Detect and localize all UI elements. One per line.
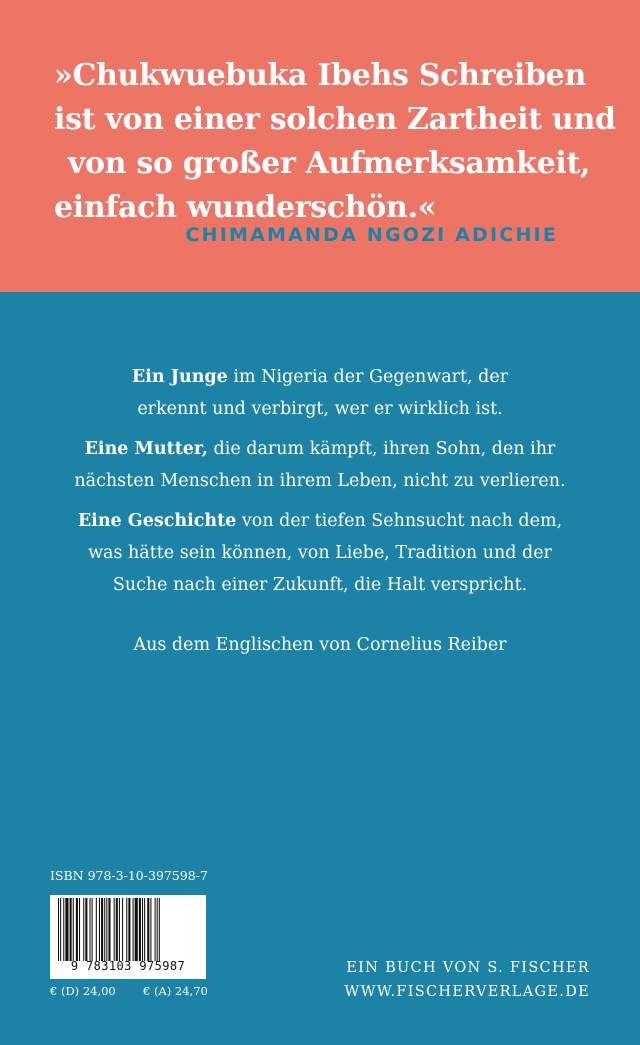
barcode-bar <box>155 898 156 961</box>
barcode-bar <box>85 898 87 961</box>
barcode-bar <box>90 898 91 961</box>
barcode-bar <box>65 898 68 961</box>
barcode-bar <box>157 898 158 961</box>
barcode-bar <box>142 898 143 961</box>
barcode-bar <box>139 898 141 961</box>
barcode-bar <box>119 898 120 961</box>
barcode-bar <box>99 898 100 961</box>
barcode-bar <box>63 898 64 961</box>
translator-credit: Aus dem Englischen von Cornelius Reiber <box>133 635 507 655</box>
barcode-bar <box>128 898 130 961</box>
barcode-bar <box>92 898 93 961</box>
description-paragraph: Eine Mutter, die darum kämpft, ihren Sohn, den ihr nächsten Menschen in ihrem Leben, nicht zu verlieren. <box>74 439 566 491</box>
quote-line: »Chukwuebuka Ibehs Schreiben <box>54 58 586 93</box>
publisher-info <box>344 956 590 1004</box>
barcode-bar <box>108 898 110 961</box>
barcode-bar <box>116 898 118 961</box>
barcode-bar <box>70 898 72 961</box>
barcode-bar <box>60 898 61 961</box>
barcode-bars <box>56 898 202 961</box>
quote-attribution: CHIMAMANDA NGOZI ADICHIE <box>185 224 558 246</box>
barcode-bar <box>133 898 134 961</box>
barcode-bar <box>150 898 151 961</box>
barcode-bar <box>79 898 80 961</box>
barcode-bar <box>73 898 74 961</box>
price-austria: € (A) 24,70 <box>143 984 208 998</box>
barcode-bar <box>96 898 97 961</box>
quote-line: einfach wunderschön.« <box>54 190 437 225</box>
isbn-number: ISBN 978-3-10-397598-7 <box>50 868 208 883</box>
barcode-bar <box>144 898 145 961</box>
barcode-bar <box>114 898 115 961</box>
description-paragraph: Eine Geschichte von der tiefen Sehnsucht nach dem, was hätte sein können, von Liebe, Tradition und der Suche nach einer Zukunft, die Halt verspricht. <box>77 511 563 595</box>
barcode-bar <box>159 898 160 961</box>
barcode-bar <box>76 898 78 961</box>
price-germany: € (D) 24,00 <box>50 984 116 998</box>
barcode-bar <box>122 898 123 961</box>
barcode-bar <box>135 898 138 961</box>
description-lead: Eine Mutter, <box>84 439 208 459</box>
barcode-bar <box>104 898 105 961</box>
barcode-bar <box>83 898 84 961</box>
quote-line: von so großer Aufmerksamkeit, <box>67 146 591 181</box>
description-lead: Ein Junge <box>131 367 228 387</box>
barcode <box>50 895 206 979</box>
publisher-name: EIN BUCH VON S. FISCHER <box>346 960 590 976</box>
barcode-bar <box>126 898 127 961</box>
book-description <box>0 361 640 609</box>
quote-panel <box>0 0 640 292</box>
blurb-quote <box>54 54 616 230</box>
description-paragraph: Ein Junge im Nigeria der Gegenwart, der erkennt und verbirgt, wer er wirklich ist. <box>131 367 509 419</box>
publisher-website: WWW.FISCHERVERLAGE.DE <box>344 984 590 1000</box>
barcode-bar <box>106 898 107 961</box>
barcode-bar <box>101 898 103 961</box>
barcode-bar <box>147 898 149 961</box>
barcode-bar <box>58 898 59 961</box>
quote-line: ist von einer solchen Zartheit und <box>54 102 616 137</box>
description-lead: Eine Geschichte <box>77 511 237 531</box>
barcode-digits: 9 783103 975987 <box>70 959 186 973</box>
